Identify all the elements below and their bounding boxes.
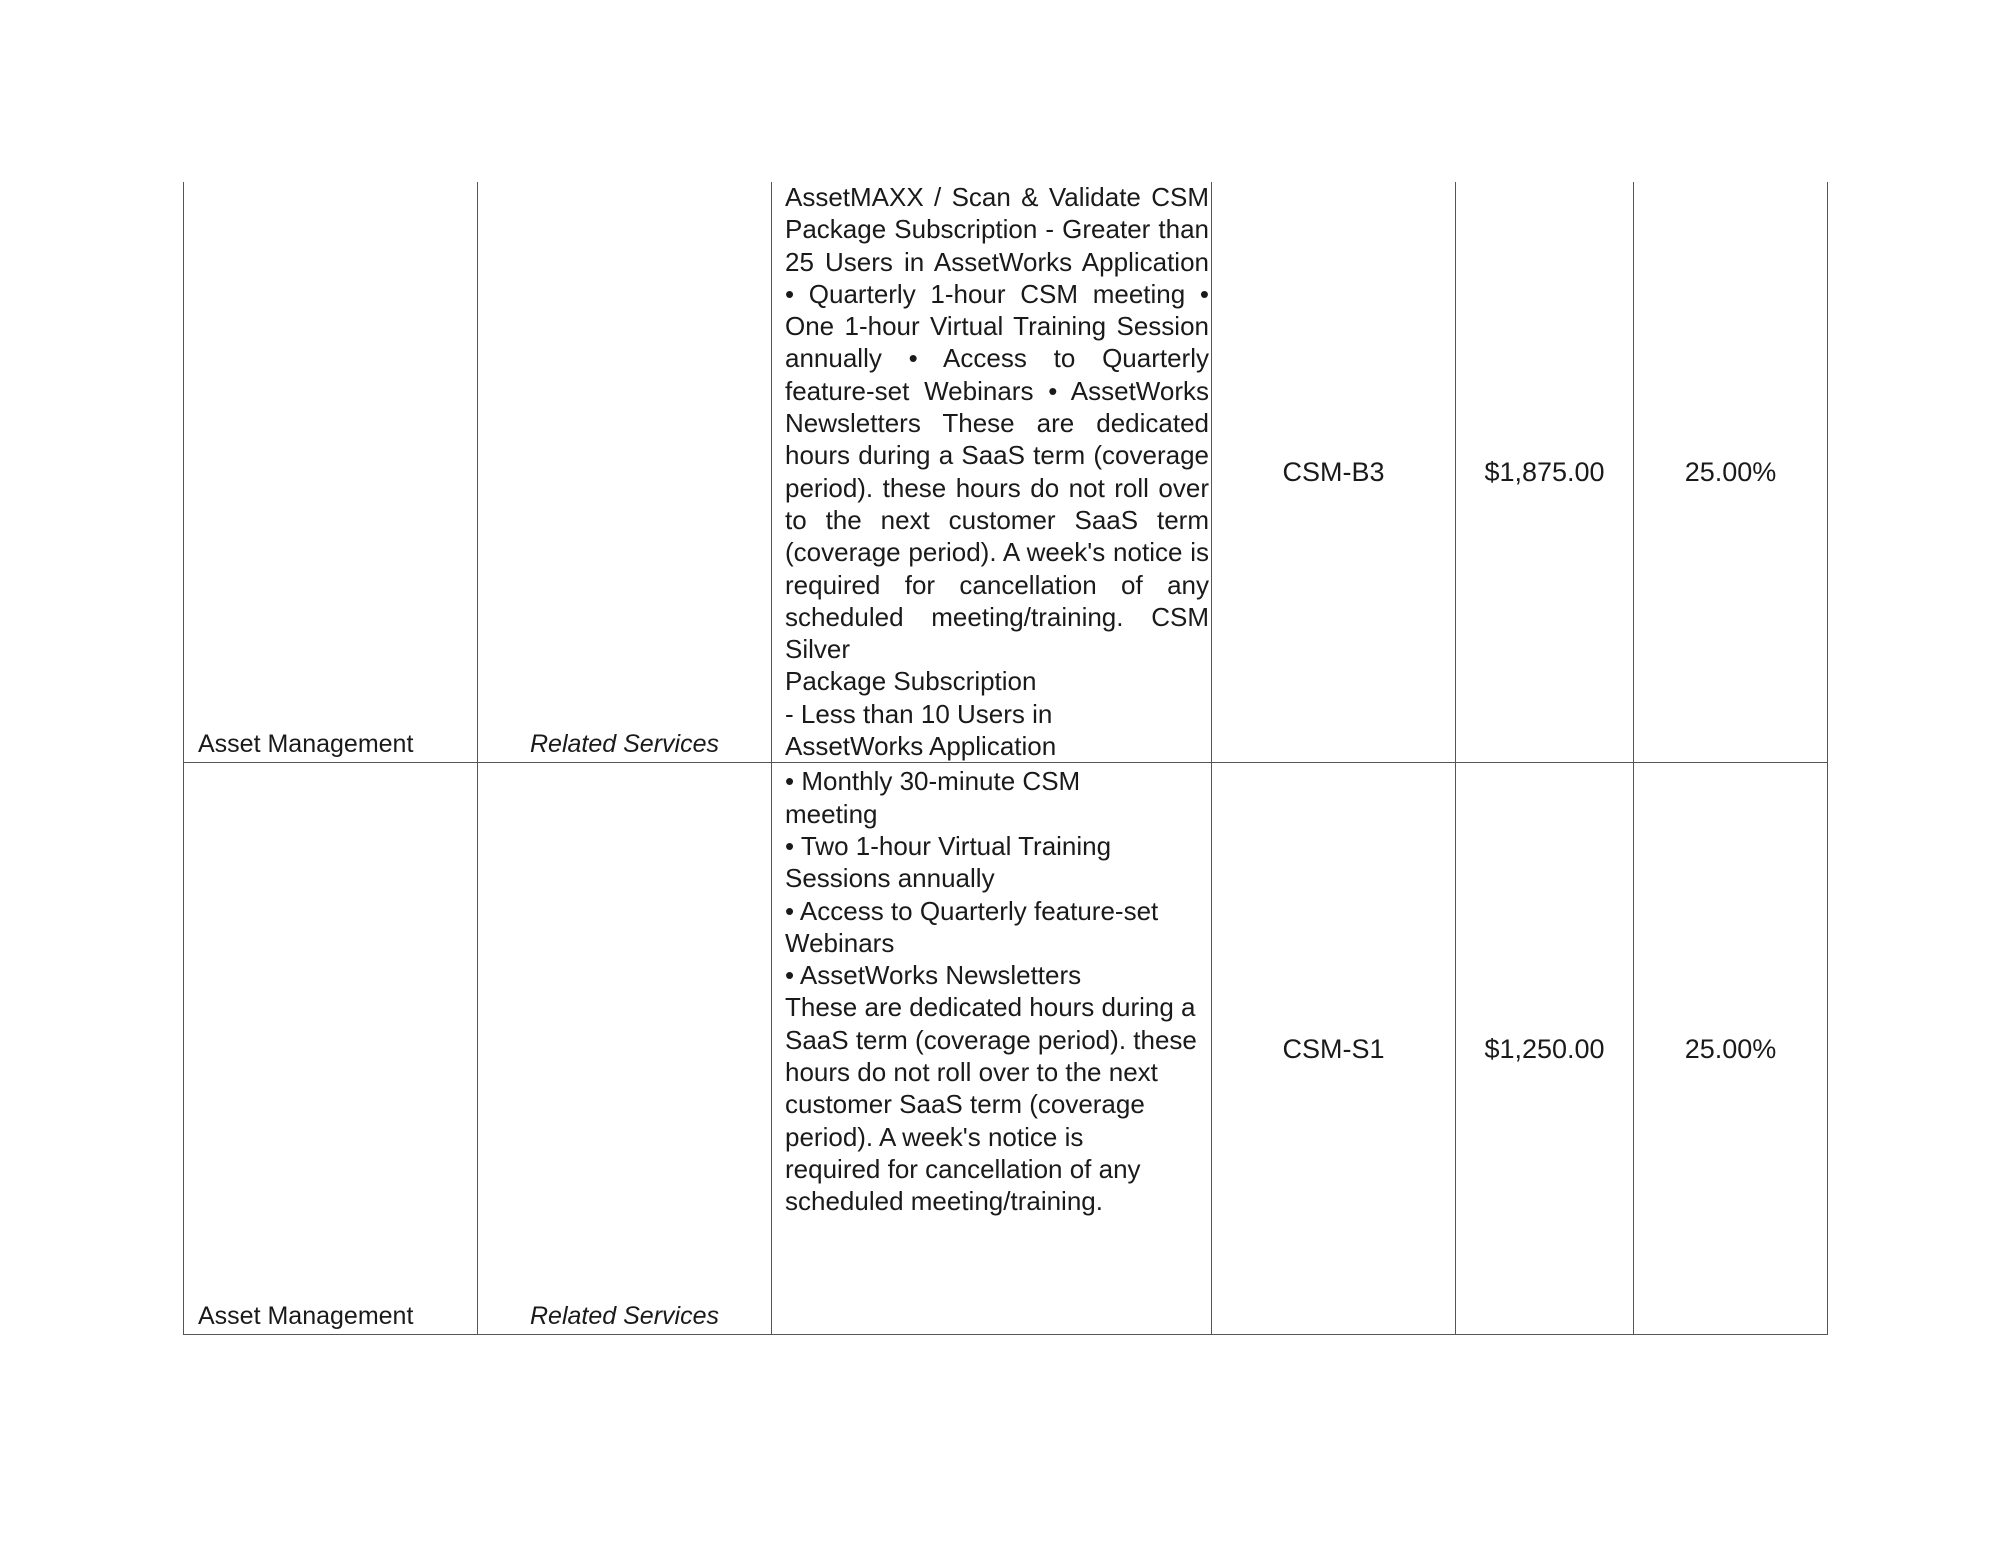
description-line: Webinars — [785, 927, 895, 958]
description-text: AssetMAXX / Scan & Validate CSM Package Subscription - Greater than 25 Users in AssetWorks Application • Quarterly 1-hour CSM meeting • One 1-hour Virtual Training Session annually • Access to Quarterly feature-set Webinars • AssetWorks Newsletters These are dedicated hours during a SaaS term (coverage period). these hours do not roll over to the next customer SaaS term (coverage period). A week's notice is required for cancellation of any scheduled meeting/training. CSM Silver — [785, 182, 1209, 665]
description-line: These are dedicated hours during a — [785, 992, 1196, 1023]
discount-cell: 25.00% — [1634, 182, 1828, 763]
description-line: hours do not roll over to the next — [785, 1057, 1158, 1088]
description-line: • Access to Quarterly feature-set — [785, 895, 1159, 926]
description-line: scheduled meeting/training. — [785, 1186, 1103, 1217]
price-cell: $1,250.00 — [1456, 763, 1634, 1335]
discount-cell: 25.00% — [1634, 763, 1828, 1335]
service-type-cell: Related Services — [478, 763, 772, 1335]
category-cell: Asset Management — [184, 182, 478, 763]
pricing-table — [183, 182, 1828, 1335]
description-line: SaaS term (coverage period). these — [785, 1024, 1197, 1055]
product-code-cell: CSM-S1 — [1212, 763, 1456, 1335]
description-cell — [772, 182, 1212, 763]
description-line: meeting — [785, 798, 878, 829]
description-line: • Two 1-hour Virtual Training — [785, 830, 1112, 861]
description-line: customer SaaS term (coverage — [785, 1089, 1145, 1120]
description-line: period). A week's notice is — [785, 1121, 1084, 1152]
table-row — [184, 763, 1828, 1335]
price-cell: $1,875.00 — [1456, 182, 1634, 763]
table-row — [184, 182, 1828, 763]
description-cell — [772, 763, 1212, 1335]
category-cell: Asset Management — [184, 763, 478, 1335]
description-line: required for cancellation of any — [785, 1153, 1141, 1184]
description-line: Sessions annually — [785, 863, 995, 894]
description-line: • Monthly 30-minute CSM — [785, 766, 1081, 797]
description-line: • AssetWorks Newsletters — [785, 960, 1082, 991]
service-type-cell: Related Services — [478, 182, 772, 763]
description-line: AssetWorks Application — [785, 731, 1057, 762]
description-line: - Less than 10 Users in — [785, 698, 1053, 729]
product-code-cell: CSM-B3 — [1212, 182, 1456, 763]
description-line: Package Subscription — [785, 666, 1037, 697]
